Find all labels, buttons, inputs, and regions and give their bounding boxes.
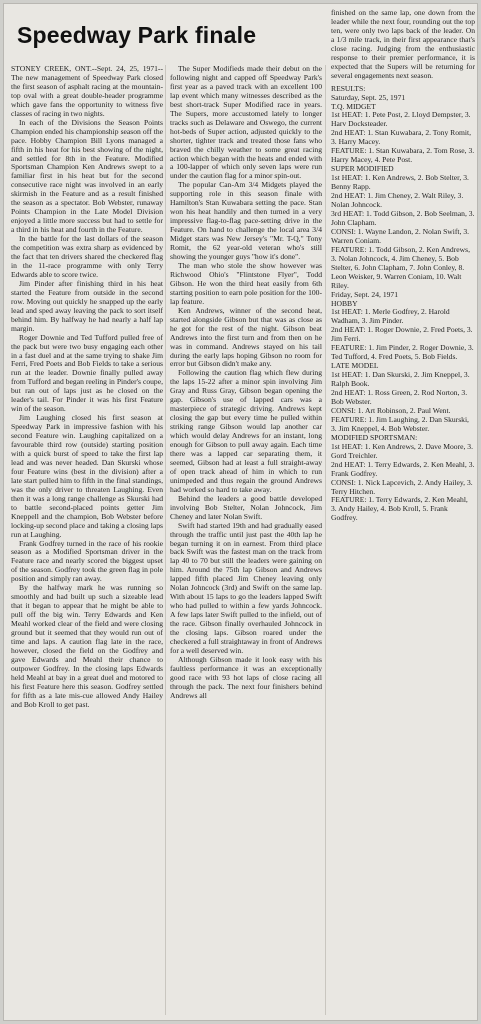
result-line: LATE MODEL — [331, 361, 379, 371]
headline: Speedway Park finale — [17, 22, 257, 48]
result-line: 3rd HEAT: 1. Todd Gibson, 2. Bob Seelman, 3. John Clapham. — [331, 208, 475, 227]
article-paragraph: Following the caution flag which flew during the laps 15-22 after a minor spin involving Jim Gray and Russ Gray, Gibson began opening the gap. Gibson's use of lapped cars was a masterpiece of strategic driving. Andrews kept closing the gap but every time he pulled within striking range Gibson would lap another car which would delay Andrews for an instant, long enough for Gibson to pull away again. Each time there was a lapped car separating them, it seemed, Gibson had at least a full straight-away of open track ahead of him in which to run unimpeded and thus regain the ground Andrews had worked so hard to take away. — [170, 368, 322, 494]
race-results — [331, 85, 475, 524]
article-paragraph: Roger Downie and Ted Tufford pulled free of the pack but were two busy engaging each other in a fast duel and at the same trying to shake Jim Ferri, Fred Poets and Bob Fields to take a serious run at the leader. Downie finally pulled away from Tufford and began reeling in Pinder's coupe, but ran out of laps just as he closed on the leader's tail. For Pinder it was his first Feature win of the season. — [11, 332, 163, 414]
result-line: 1st HEAT: 1. Merle Godfrey, 2. Harold Wadham, 3. Jim Pinder. — [331, 307, 450, 326]
result-line: 2nd HEAT: 1. Jim Cheney, 2. Walt Riley, 3. Nolan Johncock. — [331, 191, 464, 210]
result-line: T.Q. MIDGET — [331, 101, 376, 111]
article-paragraph: In the battle for the last dollars of the season the competition was extra sharp as evidenced by the fact that ten drivers shared the checkered flag in the 11-race programme with only Terry Edwards able to score twice. — [11, 234, 163, 279]
article-column-2 — [170, 65, 322, 1015]
article-paragraph: The popular Can-Am 3/4 Midgets played the supporting role in this season finale with Hamilton's Stan Kuwabara setting the pace. Stan won his heat handily and then turned in a very impressive flag-to-flag pace-setting drive in the Feature. On hand to challenge the local area 3/4 Midget stars was New Jersey's "Mr. T-Q," Tony Romit, the 62 year-old veteran who's still showing the younger guys "how it's done". — [170, 180, 322, 262]
result-line: 1st HEAT: 1. Dan Skurski, 2. Jim Kneppel, 3. Ralph Book. — [331, 370, 470, 389]
result-line: 2nd HEAT: 1. Ross Green, 2. Rod Norton, 3. Bob Webster. — [331, 388, 468, 406]
column-divider — [325, 65, 326, 1015]
article-paragraph: finished on the same lap, one down from the leader while the next four, rounding out the top ten, were only two laps back of the leader. On a 1/3 mile track, in their first appearance that's close racing. Judging from the enthusiastic response to their premier performance, it is expected that the Supers will be returning for several engagements next season. — [331, 9, 475, 80]
result-line: 1st HEAT: 1. Ken Andrews, 2. Dave Moore, 3. Gord Treichler. — [331, 441, 473, 460]
newspaper-clipping — [3, 3, 478, 1021]
article-column-1 — [11, 65, 163, 1015]
result-line: SUPER MODIFIED — [331, 164, 394, 174]
result-line: 2nd HEAT: 1. Terry Edwards, 2. Ken Meahl, 3. Frank Godfrey. — [331, 459, 475, 478]
result-line: HOBBY — [331, 298, 358, 308]
article-paragraph: Jim Laughing closed his first season at Speedway Park in impressive fashion with his second Feature win. Laughing capitalized on a favourable third row (outside) starting position with a quick burst of speed to take the first lap lead and was never headed. Dan Skurski whose four Feature wins (best in the division) after a late start pulled him to fifth in the final standings, was the only driver to threaten Laughing. Even then it was a long range challenge as Skurski had to battle second-placed points getter Jim Kneppell and the champion, Bob Webster before locking-up second place and taking a closing laps run at Laughing. — [11, 413, 163, 539]
result-line: CONSI: 1. Art Robinson, 2. Paul Went. — [331, 405, 451, 415]
result-line: Friday, Sept. 24, 1971 — [331, 289, 399, 299]
result-line: FEATURE: 1. Stan Kuwabara, 2. Tom Rose, 3. Harry Macey, 4. Pete Post. — [331, 146, 475, 165]
result-line: FEATURE: 1. Jim Laughing, 2. Dan Skurski, 3. Jim Kneppel, 4. Bob Webster. — [331, 414, 469, 433]
result-line: RESULTS: — [331, 83, 366, 93]
result-line: Saturday, Sept. 25, 1971 — [331, 92, 406, 102]
article-paragraph: By the halfway mark he was running so smoothly and had built up such a sizeable lead that it began to appear that he might be able to pull off the big win. Terry Edwards and Ken Meahl worked clear of the field and were closing ground but it seemed that they would run out of time and laps. A caution flag late in the race, however, closed the field on the Godfrey and gave Edwards and Meahl their chance to outpower Godfrey. In the closing laps Edwards held Meahl at bay in a great duel and motored to his first Feature here this season. Godfrey settled for fifth as a late mis-cue allowed Andy Hailey and Bob Kroll to get past. — [11, 583, 163, 709]
column-divider — [165, 65, 166, 1015]
result-line: 1st HEAT: 1. Ken Andrews, 2. Bob Stelter, 3. Benny Rapp. — [331, 173, 469, 192]
article-paragraph: In each of the Divisions the Season Points Champion ended his championship season off the pace. Hobby Champion Bill Lyons managed a fifth in his heat for his best showing of the night, and settled for 8th in the Feature. Modified Sportsman Champion Ken Andrews swept to a familiar first in his heat but for the second consecutive race night was involved in an early skirmish in the Feature and as a result finished the season as a spectator. Bob Webster, runaway Points Champion in the Late Model Division enjoyed a little more success but had to settle for a third in his heat and fourth in the Feature. — [11, 117, 163, 235]
article-paragraph: STONEY CREEK, ONT.--Sept. 24, 25, 1971--The new management of Speedway Park closed the first season of asphalt racing at the mountain-top oval with a great double-header programme which gave fans the opportunity to witness five classes of racing in two nights. — [11, 65, 163, 118]
article-column-3 — [331, 9, 475, 1015]
result-line: FEATURE: 1. Terry Edwards, 2. Ken Meahl, 3. Andy Hailey, 4. Bob Kroll, 5. Frank Godfrey. — [331, 495, 468, 523]
article-paragraph: The man who stole the show however was Richwood Ohio's "Flintstone Flyer", Todd Gibson. He won the third heat easily from 6th starting position to earn pole position for the 100-lap feature. — [170, 260, 322, 306]
article-paragraph: The Super Modifieds made their debut on the following night and capped off Speedway Park's first year as a paved track with an excellent 100 lap event which many witnesses described as the best short-track Super Modified race in years. The Supers, more accustomed lately to longer tracks such as Delaware and Oswego, the current hot-beds of Super action, adjusted quickly to the shorter, tighter track and treated those fans who braved the chilly weather to some great racing action which began with the heats and ended with a 100-lapper of which only seven laps were run under the caution flag for a minor spin-out. — [170, 65, 322, 181]
article-paragraph: Frank Godfrey turned in the race of his rookie season as a Modified Sportsman driver in the Feature race and nearly scored the biggest upset of the season. Godfrey took the green flag in pole position and simply ran away. — [11, 538, 163, 584]
article-paragraph: Behind the leaders a good battle developed involving Bob Stelter, Nolan Johncock, Jim Cheney and later Nolan Swift. — [170, 493, 322, 521]
result-line: FEATURE: 1. Jim Pinder, 2. Roger Downie, 3. Ted Tufford, 4. Fred Poets, 5. Bob Fields. — [331, 343, 474, 362]
result-line: 2nd HEAT: 1. Stan Kuwabara, 2. Tony Romit, 3. Harry Macey. — [331, 128, 472, 147]
result-line: 2nd HEAT: 1. Roger Downie, 2. Fred Poets, 3. Jim Ferri. — [331, 325, 473, 344]
article-paragraph: Although Gibson made it look easy with his faultless performance it was an exceptionally good race with 93 hot laps of close racing all through the pack. The next four finishers behind Andrews all — [170, 654, 322, 700]
result-line: CONSI: 1. Nick Lapcevich, 2. Andy Hailey, 3. Terry Hitchen. — [331, 477, 473, 496]
result-line: FEATURE: 1. Todd Gibson, 2. Ken Andrews, 3. Nolan Johncock, 4. Jim Cheney, 5. Bob Stelter, 6. John Clapham, 7. John Conley, 8. Leon Weisker, 9. Warren Coniam, 10. Walt Riley. — [331, 244, 470, 290]
article-paragraph: Ken Andrews, winner of the second heat, started alongside Gibson but that was as close as he got for the rest of the night. Gibson beat Andrews into the first turn and from then on he was in command. Andrews stayed on his tail during the early laps hoping Gibson no room for error but Gibson didn't make any. — [170, 305, 322, 369]
article-paragraph: Jim Pinder after finishing third in his heat started the Feature from outside in the second row. Moving out quickly he snapped up the early lead and sped away leaving the pack to sort itself behind him. By halfway he had nearly a half lap margin. — [11, 278, 163, 333]
article-paragraph: Swift had started 19th and had gradually eased through the traffic until just past the 40th lap he began turning it on in earnest. From third place back Swift was the fastest man on the track from lap 40 to 70 but still the leaders were gaining on him. Around the 75th lap Gibson and Andrews lapped fifth placed Jim Cheney leaving only Nolan Johncock (3rd) and Swift on the same lap. With about 15 laps to go the leaders lapped Swift who had pulled to within a few yards Johncock. A few laps later Swift pulled to the infield, out of the race. Gibson finally overhauled Johncock in the closing laps. Gibson roared under the checkered a full straightaway in front of Andrews for a well deserved win. — [170, 520, 322, 655]
result-line: 1st HEAT: 1. Pete Post, 2. Lloyd Dempster, 3. Harv Docksteader. — [331, 110, 471, 129]
result-line: CONSI: 1. Wayne Landon, 2. Nolan Swift, 3. Warren Coniam. — [331, 226, 470, 245]
result-line: MODIFIED SPORTSMAN: — [331, 432, 418, 442]
